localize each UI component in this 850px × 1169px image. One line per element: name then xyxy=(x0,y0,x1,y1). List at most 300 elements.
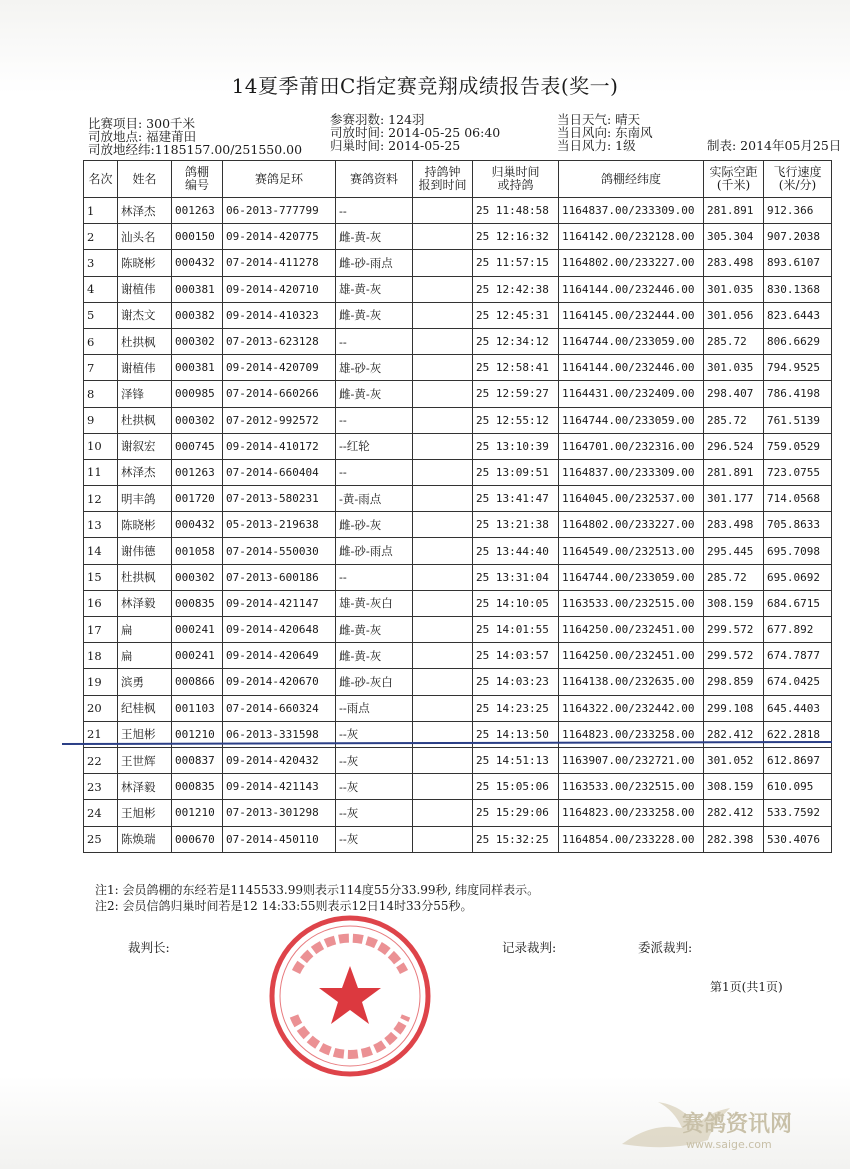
cell-name: 纪桂枫 xyxy=(118,695,172,721)
cell-name: 汕头名 xyxy=(118,224,172,250)
commissioner-label: 委派裁判: xyxy=(638,940,693,955)
cell-loft-id: 000381 xyxy=(172,276,223,302)
table-body xyxy=(84,198,832,853)
cell-speed: 677.892 xyxy=(764,617,832,643)
meta-wind-force: 当日风力: 1级 xyxy=(557,138,636,153)
meta-return-date: 归巢时间: 2014-05-25 xyxy=(330,138,461,153)
cell-coordinates: 1164145.00/232444.00 xyxy=(559,302,704,328)
cell-loft-id: 000150 xyxy=(172,224,223,250)
cell-clock-time xyxy=(413,774,473,800)
cell-distance: 301.177 xyxy=(704,486,764,512)
cell-name: 扁 xyxy=(118,643,172,669)
table-row xyxy=(84,826,832,852)
cell-arrival-time: 25 13:31:04 xyxy=(473,564,559,590)
cell-distance: 301.035 xyxy=(704,276,764,302)
cell-ring: 07-2012-992572 xyxy=(223,407,336,433)
cell-speed: 912.366 xyxy=(764,198,832,224)
col-distance-header: 实际空距 (千米) xyxy=(704,161,764,198)
meta-right xyxy=(557,113,653,152)
cell-speed: 759.0529 xyxy=(764,433,832,459)
cell-clock-time xyxy=(413,564,473,590)
cell-distance: 299.572 xyxy=(704,617,764,643)
watermark-site-name: 赛鸽资讯网 xyxy=(682,1112,793,1137)
cell-clock-time xyxy=(413,355,473,381)
cell-speed: 645.4403 xyxy=(764,695,832,721)
meta-release-time: 司放时间: 2014-05-25 06:40 xyxy=(330,125,501,140)
cell-clock-time xyxy=(413,538,473,564)
cell-speed: 714.0568 xyxy=(764,486,832,512)
cell-rank: 15 xyxy=(84,564,118,590)
cell-coordinates: 1163533.00/232515.00 xyxy=(559,774,704,800)
meta-wind-direction: 当日风向: 东南风 xyxy=(557,125,653,140)
cell-loft-id: 000381 xyxy=(172,355,223,381)
cell-rank: 20 xyxy=(84,695,118,721)
cell-clock-time xyxy=(413,224,473,250)
cell-pigeon-info: -黄-雨点 xyxy=(336,486,413,512)
cell-name: 谢伟德 xyxy=(118,538,172,564)
cell-distance: 299.108 xyxy=(704,695,764,721)
cell-ring: 09-2014-421147 xyxy=(223,590,336,616)
cell-loft-id: 000382 xyxy=(172,302,223,328)
cell-speed: 723.0755 xyxy=(764,459,832,485)
cell-name: 杜拱枫 xyxy=(118,564,172,590)
cell-rank: 11 xyxy=(84,459,118,485)
cell-loft-id: 001210 xyxy=(172,721,223,747)
cell-arrival-time: 25 13:10:39 xyxy=(473,433,559,459)
cell-ring: 07-2014-660266 xyxy=(223,381,336,407)
cell-speed: 761.5139 xyxy=(764,407,832,433)
cell-speed: 674.7877 xyxy=(764,643,832,669)
cell-clock-time xyxy=(413,486,473,512)
col-pigeon-info-header: 赛鸽资料 xyxy=(336,161,413,198)
cell-pigeon-info: --灰 xyxy=(336,826,413,852)
cell-name: 林泽杰 xyxy=(118,459,172,485)
cell-loft-id: 000670 xyxy=(172,826,223,852)
cell-arrival-time: 25 12:59:27 xyxy=(473,381,559,407)
cell-distance: 301.052 xyxy=(704,747,764,773)
cell-pigeon-info: --雨点 xyxy=(336,695,413,721)
table-row xyxy=(84,328,832,354)
cell-coordinates: 1164144.00/232446.00 xyxy=(559,355,704,381)
cell-coordinates: 1164744.00/233059.00 xyxy=(559,328,704,354)
cell-clock-time xyxy=(413,590,473,616)
cell-arrival-time: 25 12:45:31 xyxy=(473,302,559,328)
cell-rank: 6 xyxy=(84,328,118,354)
cell-arrival-time: 25 11:57:15 xyxy=(473,250,559,276)
cell-rank: 5 xyxy=(84,302,118,328)
cell-coordinates: 1164837.00/233309.00 xyxy=(559,459,704,485)
cell-name: 王旭彬 xyxy=(118,800,172,826)
cell-rank: 22 xyxy=(84,747,118,773)
cell-loft-id: 001263 xyxy=(172,198,223,224)
cell-clock-time xyxy=(413,198,473,224)
cell-clock-time xyxy=(413,695,473,721)
cell-ring: 05-2013-219638 xyxy=(223,512,336,538)
cell-name: 滨勇 xyxy=(118,669,172,695)
cell-pigeon-info: --灰 xyxy=(336,774,413,800)
table-row xyxy=(84,433,832,459)
cell-ring: 09-2014-420710 xyxy=(223,276,336,302)
cell-speed: 610.095 xyxy=(764,774,832,800)
cell-name: 明丰鸽 xyxy=(118,486,172,512)
cell-pigeon-info: 雌-黄-灰 xyxy=(336,643,413,669)
cell-pigeon-info: 雌-黄-灰 xyxy=(336,224,413,250)
page-number: 第1页(共1页) xyxy=(710,980,783,994)
cell-distance: 282.412 xyxy=(704,800,764,826)
cell-ring: 09-2014-420648 xyxy=(223,617,336,643)
cell-name: 泽锋 xyxy=(118,381,172,407)
cell-arrival-time: 25 14:23:25 xyxy=(473,695,559,721)
cell-rank: 12 xyxy=(84,486,118,512)
table-row xyxy=(84,617,832,643)
cell-coordinates: 1164802.00/233227.00 xyxy=(559,512,704,538)
cell-speed: 786.4198 xyxy=(764,381,832,407)
cell-coordinates: 1164701.00/232316.00 xyxy=(559,433,704,459)
col-loft-id-header: 鸽棚 编号 xyxy=(172,161,223,198)
cell-speed: 695.7098 xyxy=(764,538,832,564)
meta-weather: 当日天气: 晴天 xyxy=(557,112,641,127)
cell-rank: 16 xyxy=(84,590,118,616)
cell-speed: 907.2038 xyxy=(764,224,832,250)
cell-rank: 24 xyxy=(84,800,118,826)
cell-clock-time xyxy=(413,747,473,773)
cell-speed: 830.1368 xyxy=(764,276,832,302)
cell-name: 陈焕瑞 xyxy=(118,826,172,852)
cell-ring: 06-2013-777799 xyxy=(223,198,336,224)
table-row xyxy=(84,695,832,721)
meta-middle xyxy=(330,113,500,152)
note-2: 注2: 会员信鸽归巢时间若是12 14:33:55则表示12日14时33分55秒。 xyxy=(95,899,473,913)
cell-rank: 3 xyxy=(84,250,118,276)
cell-name: 陈晓彬 xyxy=(118,250,172,276)
cell-ring: 06-2013-331598 xyxy=(223,721,336,747)
cell-name: 王世辉 xyxy=(118,747,172,773)
table-row xyxy=(84,355,832,381)
cell-distance: 305.304 xyxy=(704,224,764,250)
referee-label: 裁判长: xyxy=(128,940,170,955)
cell-distance: 283.498 xyxy=(704,250,764,276)
cell-speed: 705.8633 xyxy=(764,512,832,538)
cell-speed: 794.9525 xyxy=(764,355,832,381)
cell-coordinates: 1164144.00/232446.00 xyxy=(559,276,704,302)
cell-speed: 622.2818 xyxy=(764,721,832,747)
cell-loft-id: 001210 xyxy=(172,800,223,826)
cell-ring: 07-2013-600186 xyxy=(223,564,336,590)
cell-name: 林泽毅 xyxy=(118,774,172,800)
cell-ring: 09-2014-421143 xyxy=(223,774,336,800)
cell-clock-time xyxy=(413,433,473,459)
col-rank-header: 名次 xyxy=(84,161,118,198)
cell-ring: 09-2014-420775 xyxy=(223,224,336,250)
cell-ring: 09-2014-420709 xyxy=(223,355,336,381)
cell-name: 林泽毅 xyxy=(118,590,172,616)
cell-rank: 10 xyxy=(84,433,118,459)
cell-coordinates: 1164802.00/233227.00 xyxy=(559,250,704,276)
cell-coordinates: 1164431.00/232409.00 xyxy=(559,381,704,407)
cell-speed: 823.6443 xyxy=(764,302,832,328)
cell-distance: 281.891 xyxy=(704,198,764,224)
cell-arrival-time: 25 12:16:32 xyxy=(473,224,559,250)
cell-ring: 09-2014-420432 xyxy=(223,747,336,773)
cell-distance: 281.891 xyxy=(704,459,764,485)
cell-loft-id: 000241 xyxy=(172,643,223,669)
cell-loft-id: 000302 xyxy=(172,407,223,433)
cell-coordinates: 1164045.00/232537.00 xyxy=(559,486,704,512)
col-arrival-time-header: 归巢时间 或持鸽 xyxy=(473,161,559,198)
cell-pigeon-info: 雌-砂-灰白 xyxy=(336,669,413,695)
cell-distance: 285.72 xyxy=(704,407,764,433)
cell-distance: 285.72 xyxy=(704,564,764,590)
cell-distance: 299.572 xyxy=(704,643,764,669)
table-row xyxy=(84,198,832,224)
col-name-header: 姓名 xyxy=(118,161,172,198)
cell-pigeon-info: -- xyxy=(336,328,413,354)
cell-arrival-time: 25 15:05:06 xyxy=(473,774,559,800)
table-row xyxy=(84,486,832,512)
cell-loft-id: 000432 xyxy=(172,512,223,538)
cell-clock-time xyxy=(413,407,473,433)
cell-loft-id: 000241 xyxy=(172,617,223,643)
cell-ring: 07-2013-580231 xyxy=(223,486,336,512)
cell-name: 扁 xyxy=(118,617,172,643)
cell-arrival-time: 25 11:48:58 xyxy=(473,198,559,224)
cell-loft-id: 001720 xyxy=(172,486,223,512)
cell-coordinates: 1164250.00/232451.00 xyxy=(559,617,704,643)
cell-ring: 07-2014-411278 xyxy=(223,250,336,276)
cell-loft-id: 001058 xyxy=(172,538,223,564)
cell-clock-time xyxy=(413,617,473,643)
watermark-url: www.saige.com xyxy=(686,1138,772,1151)
cell-clock-time xyxy=(413,276,473,302)
cell-pigeon-info: --灰 xyxy=(336,800,413,826)
cell-pigeon-info: -- xyxy=(336,459,413,485)
note-1: 注1: 会员鸽棚的东经若是1145533.99则表示114度55分33.99秒, 纬度同样表示。 xyxy=(95,883,540,897)
cell-coordinates: 1164823.00/233258.00 xyxy=(559,800,704,826)
cell-distance: 282.398 xyxy=(704,826,764,852)
cell-clock-time xyxy=(413,328,473,354)
table-header-row xyxy=(84,161,832,198)
cell-coordinates: 1164142.00/232128.00 xyxy=(559,224,704,250)
cell-loft-id: 000745 xyxy=(172,433,223,459)
cell-ring: 07-2014-660324 xyxy=(223,695,336,721)
cell-name: 杜拱枫 xyxy=(118,328,172,354)
cell-ring: 09-2014-420670 xyxy=(223,669,336,695)
cell-pigeon-info: --灰 xyxy=(336,747,413,773)
cell-ring: 07-2014-550030 xyxy=(223,538,336,564)
cell-coordinates: 1164250.00/232451.00 xyxy=(559,643,704,669)
cell-speed: 533.7592 xyxy=(764,800,832,826)
cell-rank: 8 xyxy=(84,381,118,407)
cell-loft-id: 000985 xyxy=(172,381,223,407)
cell-rank: 13 xyxy=(84,512,118,538)
table-row xyxy=(84,276,832,302)
cell-rank: 9 xyxy=(84,407,118,433)
cell-name: 林泽杰 xyxy=(118,198,172,224)
cell-pigeon-info: -- xyxy=(336,564,413,590)
official-seal-stamp xyxy=(266,912,434,1080)
table-row xyxy=(84,381,832,407)
cell-rank: 14 xyxy=(84,538,118,564)
cell-clock-time xyxy=(413,512,473,538)
cell-name: 谢杰文 xyxy=(118,302,172,328)
cell-arrival-time: 25 13:21:38 xyxy=(473,512,559,538)
notes xyxy=(95,882,539,914)
cell-rank: 21 xyxy=(84,721,118,747)
cell-rank: 1 xyxy=(84,198,118,224)
cell-speed: 893.6107 xyxy=(764,250,832,276)
cell-loft-id: 000835 xyxy=(172,774,223,800)
cell-loft-id: 000835 xyxy=(172,590,223,616)
table-row xyxy=(84,250,832,276)
cell-arrival-time: 25 13:44:40 xyxy=(473,538,559,564)
cell-ring: 09-2014-410172 xyxy=(223,433,336,459)
record-referee-label: 记录裁判: xyxy=(502,940,557,955)
cell-arrival-time: 25 12:55:12 xyxy=(473,407,559,433)
cell-arrival-time: 25 12:58:41 xyxy=(473,355,559,381)
cell-clock-time xyxy=(413,459,473,485)
cell-pigeon-info: --红轮 xyxy=(336,433,413,459)
cell-arrival-time: 25 14:10:05 xyxy=(473,590,559,616)
col-clock-time-header: 持鸽钟 报到时间 xyxy=(413,161,473,198)
cell-arrival-time: 25 14:13:50 xyxy=(473,721,559,747)
cell-speed: 612.8697 xyxy=(764,747,832,773)
cell-coordinates: 1164744.00/233059.00 xyxy=(559,407,704,433)
cell-rank: 7 xyxy=(84,355,118,381)
cell-speed: 530.4076 xyxy=(764,826,832,852)
cell-pigeon-info: 雌-黄-灰 xyxy=(336,381,413,407)
cell-coordinates: 1163907.00/232721.00 xyxy=(559,747,704,773)
table-row xyxy=(84,407,832,433)
table-row xyxy=(84,643,832,669)
cell-pigeon-info: 雌-黄-灰 xyxy=(336,302,413,328)
cell-speed: 806.6629 xyxy=(764,328,832,354)
cell-name: 杜拱枫 xyxy=(118,407,172,433)
cell-coordinates: 1164854.00/233228.00 xyxy=(559,826,704,852)
report-title: 14夏季莆田C指定赛竞翔成绩报告表(奖一) xyxy=(231,74,619,98)
cell-arrival-time: 25 15:32:25 xyxy=(473,826,559,852)
cell-distance: 283.498 xyxy=(704,512,764,538)
cell-rank: 18 xyxy=(84,643,118,669)
cell-distance: 301.035 xyxy=(704,355,764,381)
cell-arrival-time: 25 14:03:23 xyxy=(473,669,559,695)
cell-arrival-time: 25 14:03:57 xyxy=(473,643,559,669)
cell-rank: 19 xyxy=(84,669,118,695)
cell-speed: 695.0692 xyxy=(764,564,832,590)
cell-speed: 684.6715 xyxy=(764,590,832,616)
cell-pigeon-info: -- xyxy=(336,198,413,224)
table-row xyxy=(84,302,832,328)
meta-release-place: 司放地点: 福建莆田 xyxy=(88,129,197,144)
cell-arrival-time: 25 13:41:47 xyxy=(473,486,559,512)
cell-rank: 2 xyxy=(84,224,118,250)
cell-distance: 308.159 xyxy=(704,774,764,800)
cell-pigeon-info: 雌-黄-灰 xyxy=(336,617,413,643)
cell-rank: 4 xyxy=(84,276,118,302)
cell-distance: 308.159 xyxy=(704,590,764,616)
cell-clock-time xyxy=(413,800,473,826)
cell-pigeon-info: 雌-砂-灰 xyxy=(336,512,413,538)
cell-name: 王旭彬 xyxy=(118,721,172,747)
table-row xyxy=(84,224,832,250)
cell-pigeon-info: 雄-黄-灰白 xyxy=(336,590,413,616)
cell-rank: 25 xyxy=(84,826,118,852)
cell-ring: 07-2013-623128 xyxy=(223,328,336,354)
cell-clock-time xyxy=(413,669,473,695)
table-row xyxy=(84,459,832,485)
meta-event: 比赛项目: 300千米 xyxy=(88,116,196,131)
cell-rank: 23 xyxy=(84,774,118,800)
table-row xyxy=(84,774,832,800)
cell-loft-id: 000432 xyxy=(172,250,223,276)
meta-left xyxy=(88,117,302,156)
table-row xyxy=(84,800,832,826)
cell-pigeon-info: --灰 xyxy=(336,721,413,747)
cell-coordinates: 1164823.00/233258.00 xyxy=(559,721,704,747)
cell-pigeon-info: 雌-砂-雨点 xyxy=(336,538,413,564)
cell-clock-time xyxy=(413,302,473,328)
cell-name: 谢植伟 xyxy=(118,276,172,302)
cell-pigeon-info: 雌-砂-雨点 xyxy=(336,250,413,276)
table-row xyxy=(84,590,832,616)
cell-loft-id: 000302 xyxy=(172,328,223,354)
cell-pigeon-info: -- xyxy=(336,407,413,433)
cell-ring: 07-2014-450110 xyxy=(223,826,336,852)
cell-coordinates: 1164322.00/232442.00 xyxy=(559,695,704,721)
cell-clock-time xyxy=(413,250,473,276)
col-ring-header: 赛鸽足环 xyxy=(223,161,336,198)
table-row xyxy=(84,512,832,538)
cell-clock-time xyxy=(413,826,473,852)
table-row xyxy=(84,564,832,590)
cell-coordinates: 1164744.00/233059.00 xyxy=(559,564,704,590)
cell-loft-id: 000866 xyxy=(172,669,223,695)
cell-ring: 07-2014-660404 xyxy=(223,459,336,485)
cell-loft-id: 000302 xyxy=(172,564,223,590)
cell-coordinates: 1164837.00/233309.00 xyxy=(559,198,704,224)
cell-ring: 09-2014-420649 xyxy=(223,643,336,669)
cell-name: 谢叙宏 xyxy=(118,433,172,459)
meta-entries: 参赛羽数: 124羽 xyxy=(330,112,425,127)
cell-name: 谢植伟 xyxy=(118,355,172,381)
cell-coordinates: 1163533.00/232515.00 xyxy=(559,590,704,616)
cell-ring: 09-2014-410323 xyxy=(223,302,336,328)
meta-report-date: 制表: 2014年05月25日 xyxy=(707,138,842,153)
cell-loft-id: 000837 xyxy=(172,747,223,773)
meta-release-coords: 司放地经纬:1185157.00/251550.00 xyxy=(88,142,303,157)
cell-clock-time xyxy=(413,643,473,669)
table-row xyxy=(84,538,832,564)
cell-distance: 298.407 xyxy=(704,381,764,407)
cell-name: 陈晓彬 xyxy=(118,512,172,538)
cell-distance: 285.72 xyxy=(704,328,764,354)
cell-rank: 17 xyxy=(84,617,118,643)
cell-clock-time xyxy=(413,381,473,407)
cell-arrival-time: 25 13:09:51 xyxy=(473,459,559,485)
cell-arrival-time: 25 15:29:06 xyxy=(473,800,559,826)
cell-coordinates: 1164549.00/232513.00 xyxy=(559,538,704,564)
cell-speed: 674.0425 xyxy=(764,669,832,695)
results-table xyxy=(83,160,832,853)
cell-distance: 282.412 xyxy=(704,721,764,747)
cell-arrival-time: 25 14:51:13 xyxy=(473,747,559,773)
cell-distance: 296.524 xyxy=(704,433,764,459)
cell-distance: 301.056 xyxy=(704,302,764,328)
col-speed-header: 飞行速度 (米/分) xyxy=(764,161,832,198)
cell-arrival-time: 25 14:01:55 xyxy=(473,617,559,643)
cell-loft-id: 001103 xyxy=(172,695,223,721)
cell-arrival-time: 25 12:34:12 xyxy=(473,328,559,354)
col-coordinates-header: 鸽棚经纬度 xyxy=(559,161,704,198)
